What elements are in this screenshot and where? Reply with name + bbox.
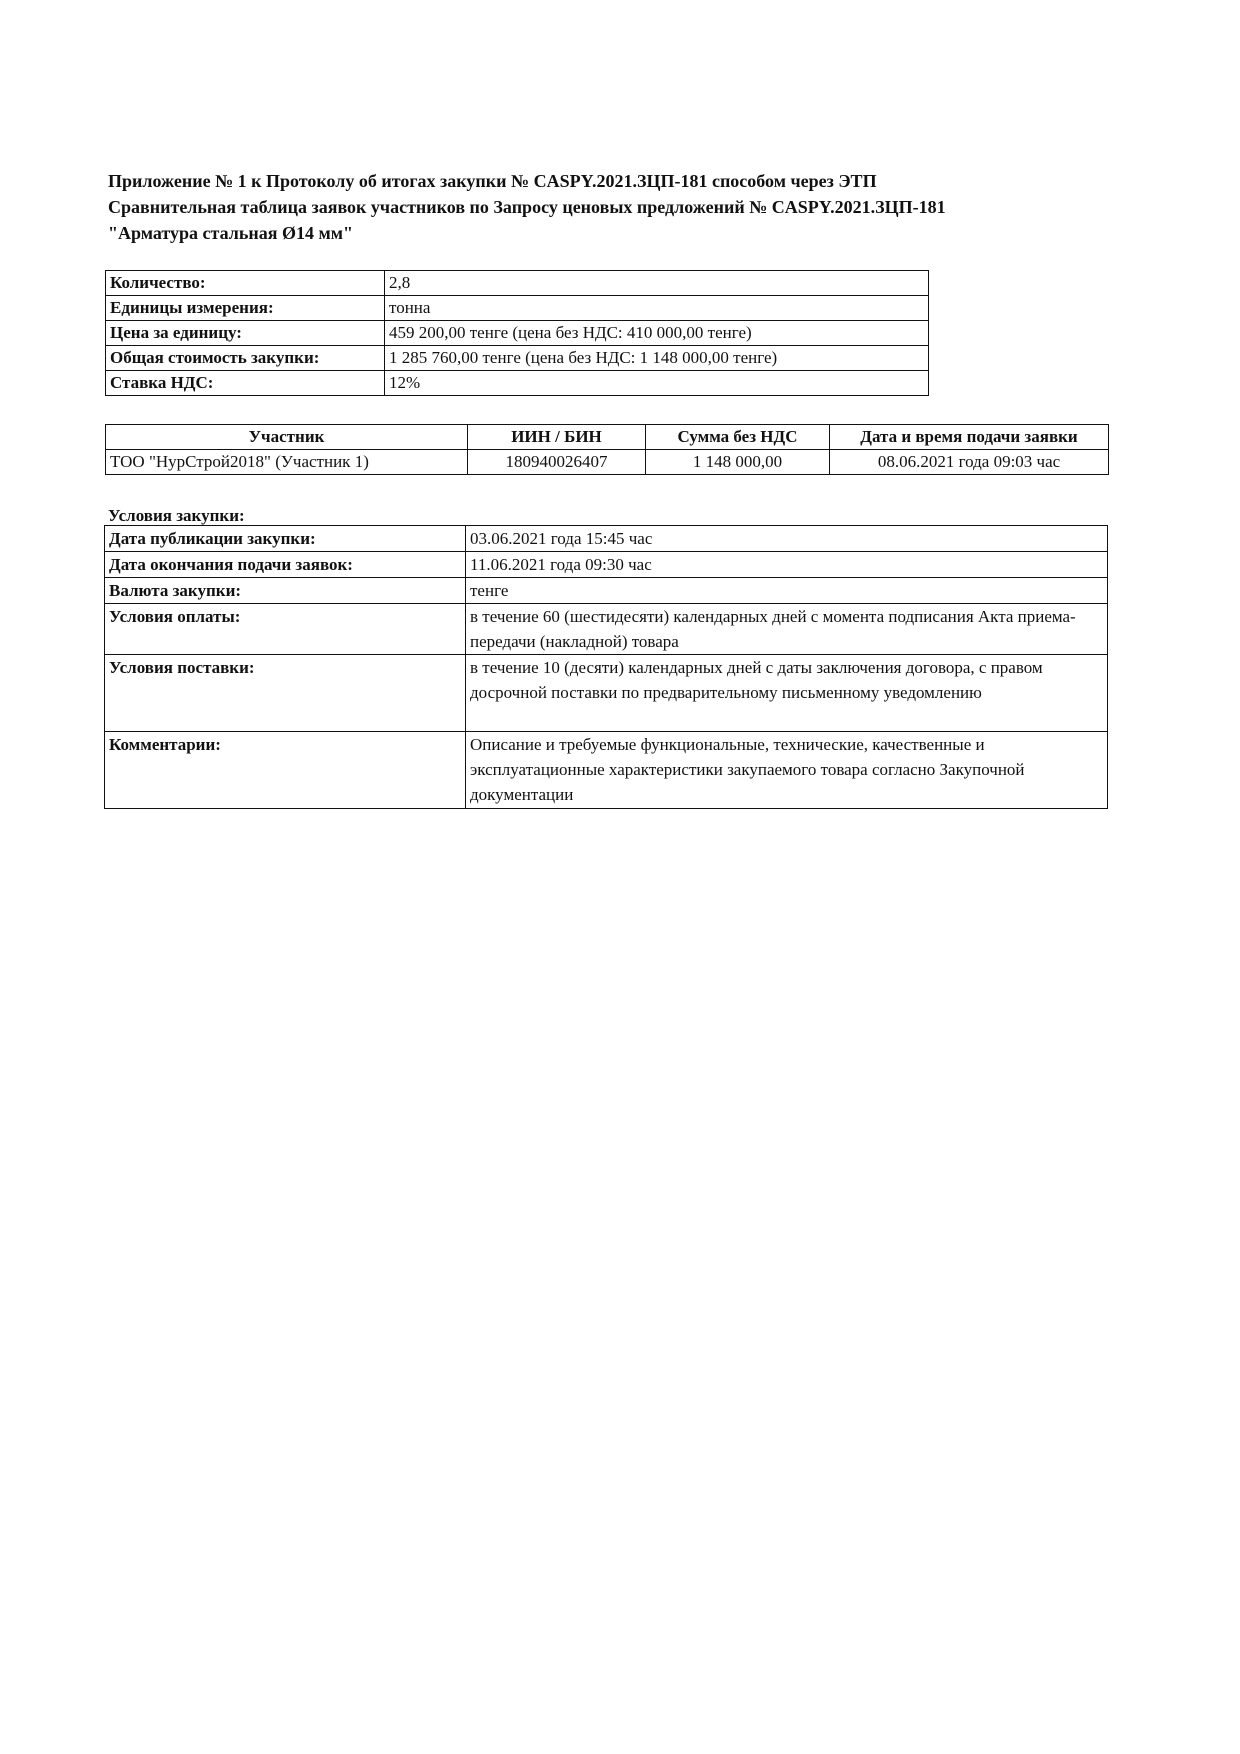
summary-row-quantity	[106, 271, 929, 296]
condition-row-deadline	[105, 552, 1108, 578]
summary-row-total	[106, 346, 929, 371]
unit-label: Единицы измерения:	[106, 296, 385, 321]
condition-row-payment	[105, 604, 1108, 655]
condition-value: 03.06.2021 года 15:45 час	[466, 526, 1108, 552]
summary-row-price	[106, 321, 929, 346]
bids-header-row	[106, 425, 1109, 450]
condition-row-currency	[105, 578, 1108, 604]
summary-row-vat	[106, 371, 929, 396]
summary-row-unit	[106, 296, 929, 321]
summary-table	[105, 270, 929, 396]
conditions-table	[104, 525, 1108, 809]
quantity-label: Количество:	[106, 271, 385, 296]
bid-iin: 180940026407	[468, 450, 646, 475]
conditions-title: Условия закупки:	[108, 506, 245, 525]
price-label: Цена за единицу:	[106, 321, 385, 346]
condition-label: Условия поставки:	[105, 655, 466, 732]
unit-value: тонна	[385, 296, 929, 321]
condition-value: Описание и требуемые функциональные, технические, качественные и эксплуатационные характеристики закупаемого товара согласно Закупочной документации	[466, 732, 1108, 809]
bids-header-participant: Участник	[106, 425, 468, 450]
condition-row-comments	[105, 732, 1108, 809]
table-row	[106, 450, 1109, 475]
condition-value: в течение 60 (шестидесяти) календарных дней с момента подписания Акта приема-передачи (накладной) товара	[466, 604, 1108, 655]
vat-value: 12%	[385, 371, 929, 396]
condition-label: Условия оплаты:	[105, 604, 466, 655]
bids-header-iin: ИИН / БИН	[468, 425, 646, 450]
condition-label: Валюта закупки:	[105, 578, 466, 604]
heading-line-1: Приложение № 1 к Протоколу об итогах закупки № CASPY.2021.ЗЦП-181 способом через ЭТП	[108, 171, 877, 191]
heading-line-2: Сравнительная таблица заявок участников по Запросу ценовых предложений № CASPY.2021.ЗЦП-181	[108, 197, 946, 217]
vat-label: Ставка НДС:	[106, 371, 385, 396]
condition-label: Комментарии:	[105, 732, 466, 809]
quantity-value: 2,8	[385, 271, 929, 296]
bids-table	[105, 424, 1109, 475]
heading-line-3: "Арматура стальная Ø14 мм"	[108, 223, 353, 243]
bid-sum: 1 148 000,00	[646, 450, 830, 475]
total-value: 1 285 760,00 тенге (цена без НДС: 1 148 000,00 тенге)	[385, 346, 929, 371]
condition-label: Дата окончания подачи заявок:	[105, 552, 466, 578]
bid-datetime: 08.06.2021 года 09:03 час	[830, 450, 1109, 475]
condition-value: тенге	[466, 578, 1108, 604]
price-value: 459 200,00 тенге (цена без НДС: 410 000,00 тенге)	[385, 321, 929, 346]
condition-value: 11.06.2021 года 09:30 час	[466, 552, 1108, 578]
condition-label: Дата публикации закупки:	[105, 526, 466, 552]
condition-value: в течение 10 (десяти) календарных дней с даты заключения договора, с правом досрочной поставки по предварительному письменному уведомлению	[466, 655, 1108, 732]
document-heading	[108, 168, 1148, 246]
condition-row-publication	[105, 526, 1108, 552]
bid-participant: ТОО "НурСтрой2018" (Участник 1)	[106, 450, 468, 475]
bids-header-datetime: Дата и время подачи заявки	[830, 425, 1109, 450]
total-label: Общая стоимость закупки:	[106, 346, 385, 371]
bids-header-sum: Сумма без НДС	[646, 425, 830, 450]
condition-row-delivery	[105, 655, 1108, 732]
